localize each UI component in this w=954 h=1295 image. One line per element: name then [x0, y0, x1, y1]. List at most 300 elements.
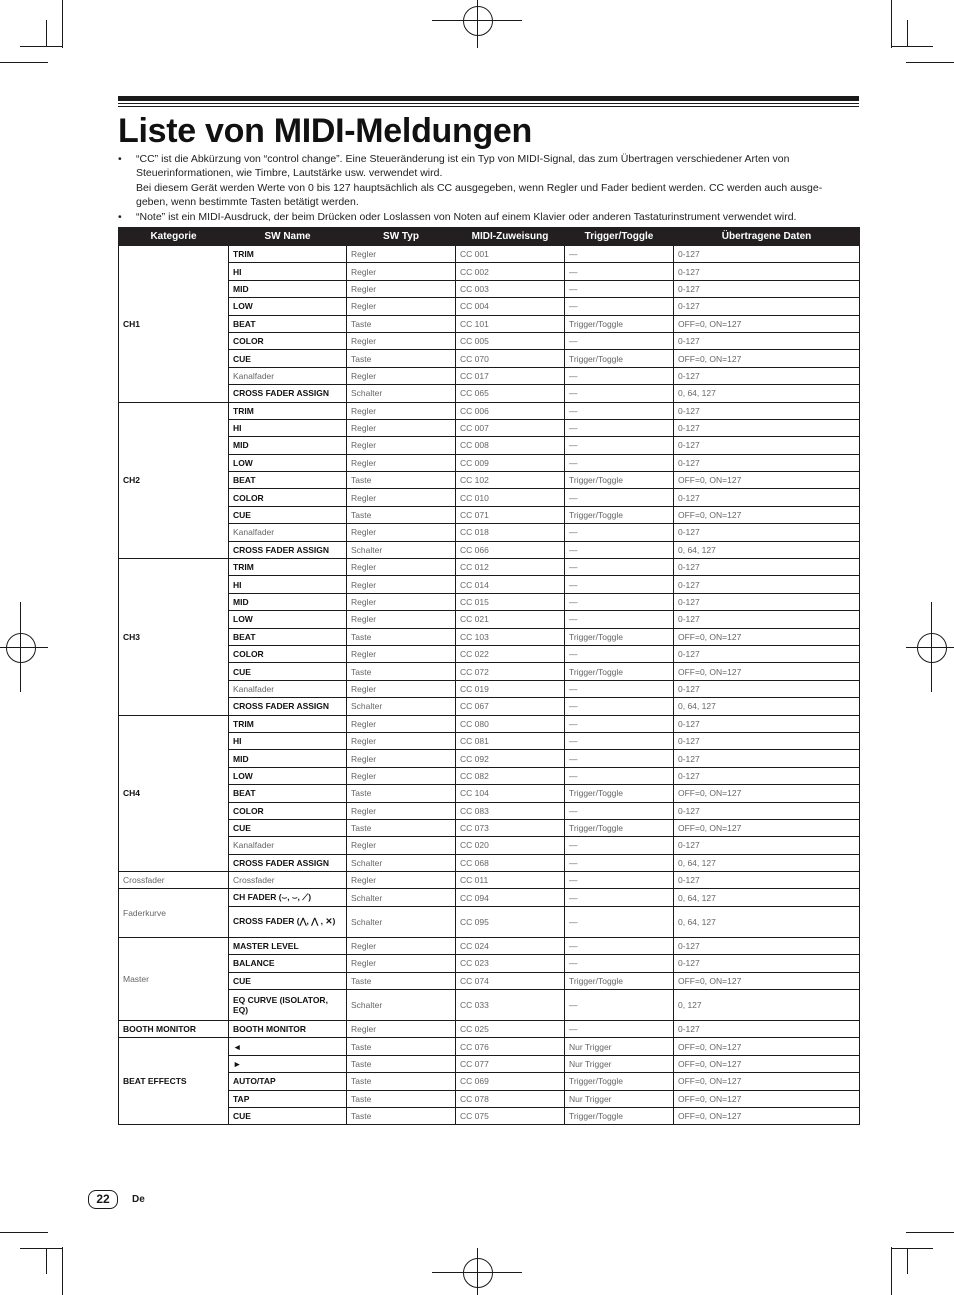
- sw-typ-cell: Regler: [347, 489, 456, 506]
- category-cell: CH1: [119, 246, 229, 403]
- data-cell: 0, 64, 127: [674, 385, 860, 402]
- trigger-cell: —: [565, 767, 674, 784]
- data-cell: 0-127: [674, 263, 860, 280]
- language-code: De: [132, 1194, 145, 1205]
- trigger-cell: —: [565, 906, 674, 937]
- midi-assign-cell: CC 012: [456, 559, 565, 576]
- midi-assign-cell: CC 004: [456, 298, 565, 315]
- midi-assign-cell: CC 009: [456, 454, 565, 471]
- data-cell: 0-127: [674, 732, 860, 749]
- midi-assign-cell: CC 003: [456, 280, 565, 297]
- sw-typ-cell: Regler: [347, 955, 456, 972]
- sw-name-cell: CH FADER (⌣, ⌣, ⟋): [229, 889, 347, 906]
- sw-name-cell: CUE: [229, 972, 347, 989]
- sw-name-cell: Kanalfader: [229, 524, 347, 541]
- midi-assign-cell: CC 094: [456, 889, 565, 906]
- sw-name-cell: BEAT: [229, 472, 347, 489]
- midi-assign-cell: CC 072: [456, 663, 565, 680]
- midi-message-table: [118, 227, 860, 1125]
- data-cell: 0-127: [674, 750, 860, 767]
- sw-typ-cell: Taste: [347, 1055, 456, 1072]
- table-row: [119, 889, 860, 906]
- sw-name-cell: TRIM: [229, 715, 347, 732]
- note-item: [118, 152, 858, 210]
- data-cell: OFF=0, ON=127: [674, 785, 860, 802]
- trigger-cell: —: [565, 732, 674, 749]
- sw-typ-cell: Regler: [347, 1021, 456, 1038]
- crop-mark: [891, 1247, 892, 1295]
- table-row: [119, 1055, 860, 1072]
- sw-typ-cell: Schalter: [347, 906, 456, 937]
- midi-assign-cell: CC 073: [456, 819, 565, 836]
- table-row: [119, 454, 860, 471]
- table-row: [119, 350, 860, 367]
- sw-name-cell: COLOR: [229, 802, 347, 819]
- sw-typ-cell: Regler: [347, 524, 456, 541]
- trigger-cell: —: [565, 715, 674, 732]
- header-sw-typ: SW Typ: [347, 228, 456, 246]
- sw-name-cell: HI: [229, 263, 347, 280]
- midi-assign-cell: CC 067: [456, 698, 565, 715]
- category-cell: CH2: [119, 402, 229, 559]
- midi-assign-cell: CC 077: [456, 1055, 565, 1072]
- sw-typ-cell: Taste: [347, 663, 456, 680]
- sw-name-cell: Crossfader: [229, 872, 347, 889]
- sw-typ-cell: Regler: [347, 576, 456, 593]
- midi-assign-cell: CC 070: [456, 350, 565, 367]
- sw-name-cell: LOW: [229, 454, 347, 471]
- trigger-cell: Trigger/Toggle: [565, 1107, 674, 1124]
- sw-typ-cell: Taste: [347, 1073, 456, 1090]
- table-row: [119, 472, 860, 489]
- header-midi-zuweisung: MIDI-Zuweisung: [456, 228, 565, 246]
- table-row: [119, 367, 860, 384]
- sw-typ-cell: Schalter: [347, 541, 456, 558]
- midi-assign-cell: CC 078: [456, 1090, 565, 1107]
- crop-mark: [0, 1232, 48, 1233]
- sw-typ-cell: Regler: [347, 732, 456, 749]
- sw-typ-cell: Regler: [347, 645, 456, 662]
- data-cell: 0-127: [674, 280, 860, 297]
- sw-typ-cell: Regler: [347, 559, 456, 576]
- sw-typ-cell: Regler: [347, 767, 456, 784]
- trigger-cell: —: [565, 385, 674, 402]
- note-line: geben, wenn bestimmte Tasten betätigt werden.: [136, 196, 359, 209]
- midi-assign-cell: CC 080: [456, 715, 565, 732]
- header-uebertragene-daten: Übertragene Daten: [674, 228, 860, 246]
- bullet: •: [118, 153, 122, 165]
- sw-typ-cell: Regler: [347, 332, 456, 349]
- sw-name-cell: TRIM: [229, 246, 347, 263]
- midi-assign-cell: CC 021: [456, 611, 565, 628]
- header-trigger-toggle: Trigger/Toggle: [565, 228, 674, 246]
- table-row: [119, 872, 860, 889]
- trigger-cell: —: [565, 593, 674, 610]
- trigger-cell: —: [565, 576, 674, 593]
- table-row: [119, 315, 860, 332]
- data-cell: 0-127: [674, 955, 860, 972]
- trigger-cell: —: [565, 489, 674, 506]
- crop-mark: [906, 1232, 954, 1233]
- table-row: [119, 819, 860, 836]
- sw-name-cell: Kanalfader: [229, 680, 347, 697]
- note-item: [118, 210, 858, 224]
- sw-typ-cell: Regler: [347, 872, 456, 889]
- table-row: [119, 645, 860, 662]
- table-row: [119, 1073, 860, 1090]
- sw-name-cell: COLOR: [229, 489, 347, 506]
- crop-mark: [891, 1248, 933, 1249]
- data-cell: 0-127: [674, 246, 860, 263]
- trigger-cell: Trigger/Toggle: [565, 628, 674, 645]
- page-title: Liste von MIDI-Meldungen: [118, 112, 533, 150]
- data-cell: 0-127: [674, 489, 860, 506]
- data-cell: 0-127: [674, 1021, 860, 1038]
- crop-mark: [62, 1247, 63, 1295]
- table-row: [119, 750, 860, 767]
- sw-typ-cell: Regler: [347, 750, 456, 767]
- table-row: [119, 524, 860, 541]
- sw-name-cell: TAP: [229, 1090, 347, 1107]
- table-row: [119, 437, 860, 454]
- sw-typ-cell: Taste: [347, 972, 456, 989]
- trigger-cell: —: [565, 1021, 674, 1038]
- data-cell: 0-127: [674, 454, 860, 471]
- sw-name-cell: COLOR: [229, 645, 347, 662]
- data-cell: OFF=0, ON=127: [674, 315, 860, 332]
- sw-typ-cell: Regler: [347, 937, 456, 954]
- midi-assign-cell: CC 069: [456, 1073, 565, 1090]
- sw-name-cell: TRIM: [229, 402, 347, 419]
- sw-name-cell: AUTO/TAP: [229, 1073, 347, 1090]
- midi-assign-cell: CC 033: [456, 990, 565, 1021]
- sw-name-cell: LOW: [229, 767, 347, 784]
- trigger-cell: —: [565, 611, 674, 628]
- table-row: [119, 628, 860, 645]
- category-cell: CH3: [119, 559, 229, 716]
- trigger-cell: Trigger/Toggle: [565, 972, 674, 989]
- crop-mark: [906, 62, 954, 63]
- sw-name-cell: LOW: [229, 298, 347, 315]
- sw-typ-cell: Taste: [347, 1090, 456, 1107]
- midi-assign-cell: CC 023: [456, 955, 565, 972]
- header-rule: [118, 103, 859, 104]
- trigger-cell: —: [565, 280, 674, 297]
- sw-typ-cell: Regler: [347, 298, 456, 315]
- sw-typ-cell: Taste: [347, 350, 456, 367]
- table-row: [119, 955, 860, 972]
- data-cell: OFF=0, ON=127: [674, 1090, 860, 1107]
- sw-typ-cell: Taste: [347, 506, 456, 523]
- sw-name-cell: MID: [229, 750, 347, 767]
- table-row: [119, 972, 860, 989]
- trigger-cell: Nur Trigger: [565, 1055, 674, 1072]
- midi-assign-cell: CC 024: [456, 937, 565, 954]
- trigger-cell: Trigger/Toggle: [565, 663, 674, 680]
- sw-typ-cell: Taste: [347, 315, 456, 332]
- trigger-cell: —: [565, 889, 674, 906]
- data-cell: 0-127: [674, 402, 860, 419]
- trigger-cell: Trigger/Toggle: [565, 819, 674, 836]
- table-row: [119, 906, 860, 937]
- midi-assign-cell: CC 092: [456, 750, 565, 767]
- midi-assign-cell: CC 083: [456, 802, 565, 819]
- midi-assign-cell: CC 010: [456, 489, 565, 506]
- category-cell: BEAT EFFECTS: [119, 1038, 229, 1125]
- sw-typ-cell: Taste: [347, 1038, 456, 1055]
- sw-typ-cell: Regler: [347, 263, 456, 280]
- data-cell: 0-127: [674, 645, 860, 662]
- sw-name-cell: CUE: [229, 350, 347, 367]
- midi-assign-cell: CC 065: [456, 385, 565, 402]
- sw-name-cell: TRIM: [229, 559, 347, 576]
- table-row: [119, 990, 860, 1021]
- table-row: [119, 1021, 860, 1038]
- midi-assign-cell: CC 011: [456, 872, 565, 889]
- sw-name-cell: MID: [229, 593, 347, 610]
- midi-assign-cell: CC 002: [456, 263, 565, 280]
- data-cell: 0, 64, 127: [674, 698, 860, 715]
- crop-mark: [891, 0, 892, 48]
- data-cell: 0-127: [674, 437, 860, 454]
- midi-assign-cell: CC 076: [456, 1038, 565, 1055]
- sw-typ-cell: Taste: [347, 628, 456, 645]
- data-cell: OFF=0, ON=127: [674, 1107, 860, 1124]
- data-cell: OFF=0, ON=127: [674, 819, 860, 836]
- category-cell: CH4: [119, 715, 229, 872]
- bullet: •: [118, 210, 122, 223]
- sw-name-cell: BEAT: [229, 628, 347, 645]
- header-rule: [118, 96, 859, 101]
- midi-assign-cell: CC 007: [456, 419, 565, 436]
- data-cell: 0-127: [674, 332, 860, 349]
- trigger-cell: —: [565, 541, 674, 558]
- midi-assign-cell: CC 006: [456, 402, 565, 419]
- table-row: [119, 559, 860, 576]
- sw-name-cell: CUE: [229, 819, 347, 836]
- midi-assign-cell: CC 005: [456, 332, 565, 349]
- data-cell: 0-127: [674, 367, 860, 384]
- registration-circle: [463, 6, 493, 36]
- sw-typ-cell: Taste: [347, 785, 456, 802]
- table-row: [119, 1107, 860, 1124]
- sw-typ-cell: Regler: [347, 715, 456, 732]
- trigger-cell: —: [565, 559, 674, 576]
- sw-typ-cell: Schalter: [347, 854, 456, 871]
- sw-typ-cell: Schalter: [347, 990, 456, 1021]
- trigger-cell: Nur Trigger: [565, 1090, 674, 1107]
- trigger-cell: —: [565, 680, 674, 697]
- table-row: [119, 593, 860, 610]
- trigger-cell: —: [565, 872, 674, 889]
- table-row: [119, 489, 860, 506]
- midi-assign-cell: CC 102: [456, 472, 565, 489]
- sw-name-cell: BEAT: [229, 315, 347, 332]
- midi-assign-cell: CC 081: [456, 732, 565, 749]
- sw-typ-cell: Schalter: [347, 889, 456, 906]
- header-sw-name: SW Name: [229, 228, 347, 246]
- sw-name-cell: CUE: [229, 663, 347, 680]
- sw-name-cell: CROSS FADER ASSIGN: [229, 698, 347, 715]
- crop-mark: [0, 62, 48, 63]
- data-cell: 0-127: [674, 872, 860, 889]
- sw-name-cell: EQ CURVE (ISOLATOR, EQ): [229, 990, 347, 1021]
- trigger-cell: —: [565, 419, 674, 436]
- midi-assign-cell: CC 095: [456, 906, 565, 937]
- trigger-cell: —: [565, 246, 674, 263]
- sw-typ-cell: Regler: [347, 837, 456, 854]
- sw-typ-cell: Schalter: [347, 698, 456, 715]
- sw-name-cell: MID: [229, 437, 347, 454]
- data-cell: 0, 127: [674, 990, 860, 1021]
- table-row: [119, 611, 860, 628]
- header-kategorie: Kategorie: [119, 228, 229, 246]
- note-line: Bei diesem Gerät werden Werte von 0 bis 127 hauptsächlich als CC ausgegeben, wenn Regler und Fader bedient werden. CC werden auch ausge-: [136, 181, 823, 194]
- trigger-cell: —: [565, 298, 674, 315]
- table-row: [119, 298, 860, 315]
- category-cell: BOOTH MONITOR: [119, 1021, 229, 1038]
- table-row: [119, 837, 860, 854]
- trigger-cell: —: [565, 454, 674, 471]
- data-cell: 0-127: [674, 715, 860, 732]
- data-cell: 0-127: [674, 419, 860, 436]
- table-row: [119, 663, 860, 680]
- sw-name-cell: MID: [229, 280, 347, 297]
- midi-assign-cell: CC 015: [456, 593, 565, 610]
- data-cell: 0-127: [674, 680, 860, 697]
- table-row: [119, 263, 860, 280]
- sw-typ-cell: Regler: [347, 437, 456, 454]
- midi-assign-cell: CC 082: [456, 767, 565, 784]
- data-cell: 0-127: [674, 611, 860, 628]
- crop-mark: [46, 1248, 47, 1274]
- trigger-cell: —: [565, 437, 674, 454]
- midi-assign-cell: CC 104: [456, 785, 565, 802]
- midi-assign-cell: CC 103: [456, 628, 565, 645]
- midi-assign-cell: CC 101: [456, 315, 565, 332]
- table-row: [119, 1038, 860, 1055]
- sw-typ-cell: Regler: [347, 454, 456, 471]
- trigger-cell: Trigger/Toggle: [565, 506, 674, 523]
- midi-assign-cell: CC 075: [456, 1107, 565, 1124]
- note-line: Steuerinformationen, wie Timbre, Lautstärke usw. verwendet wird.: [136, 167, 443, 180]
- sw-name-cell: Kanalfader: [229, 837, 347, 854]
- data-cell: 0, 64, 127: [674, 854, 860, 871]
- registration-circle: [917, 633, 947, 663]
- sw-name-cell: MASTER LEVEL: [229, 937, 347, 954]
- sw-name-cell: BALANCE: [229, 955, 347, 972]
- trigger-cell: —: [565, 402, 674, 419]
- trigger-cell: —: [565, 332, 674, 349]
- data-cell: 0-127: [674, 576, 860, 593]
- midi-assign-cell: CC 019: [456, 680, 565, 697]
- data-cell: 0, 64, 127: [674, 541, 860, 558]
- sw-name-cell: HI: [229, 732, 347, 749]
- trigger-cell: —: [565, 367, 674, 384]
- midi-assign-cell: CC 008: [456, 437, 565, 454]
- data-cell: OFF=0, ON=127: [674, 972, 860, 989]
- category-cell: Master: [119, 937, 229, 1020]
- notes: [118, 152, 858, 224]
- midi-assign-cell: CC 025: [456, 1021, 565, 1038]
- sw-name-cell: HI: [229, 576, 347, 593]
- data-cell: 0-127: [674, 802, 860, 819]
- data-cell: 0-127: [674, 298, 860, 315]
- sw-typ-cell: Regler: [347, 280, 456, 297]
- sw-typ-cell: Regler: [347, 680, 456, 697]
- midi-assign-cell: CC 068: [456, 854, 565, 871]
- trigger-cell: —: [565, 524, 674, 541]
- trigger-cell: Trigger/Toggle: [565, 785, 674, 802]
- data-cell: OFF=0, ON=127: [674, 1073, 860, 1090]
- trigger-cell: —: [565, 645, 674, 662]
- midi-assign-cell: CC 017: [456, 367, 565, 384]
- sw-typ-cell: Regler: [347, 246, 456, 263]
- data-cell: OFF=0, ON=127: [674, 663, 860, 680]
- table-row: [119, 1090, 860, 1107]
- sw-typ-cell: Schalter: [347, 385, 456, 402]
- category-cell: Crossfader: [119, 872, 229, 889]
- sw-name-cell: CROSS FADER ASSIGN: [229, 541, 347, 558]
- table-row: [119, 698, 860, 715]
- trigger-cell: Trigger/Toggle: [565, 315, 674, 332]
- table-row: [119, 715, 860, 732]
- table-row: [119, 937, 860, 954]
- table-row: [119, 385, 860, 402]
- trigger-cell: —: [565, 854, 674, 871]
- table-row: [119, 402, 860, 419]
- note-line: “CC” ist die Abkürzung von “control change”. Eine Steueränderung ist ein Typ von MIDI-Signal, das zum Übertragen verschiedener Arten von: [136, 153, 790, 165]
- sw-typ-cell: Regler: [347, 367, 456, 384]
- sw-name-cell: BOOTH MONITOR: [229, 1021, 347, 1038]
- midi-assign-cell: CC 071: [456, 506, 565, 523]
- sw-name-cell: COLOR: [229, 332, 347, 349]
- trigger-cell: Trigger/Toggle: [565, 350, 674, 367]
- sw-typ-cell: Regler: [347, 402, 456, 419]
- midi-assign-cell: CC 018: [456, 524, 565, 541]
- sw-typ-cell: Regler: [347, 611, 456, 628]
- table-row: [119, 541, 860, 558]
- page-number: 22: [88, 1190, 118, 1209]
- crop-mark: [907, 20, 908, 46]
- crop-mark: [62, 0, 63, 48]
- sw-name-cell: ►: [229, 1055, 347, 1072]
- table-row: [119, 280, 860, 297]
- crop-mark: [907, 1248, 908, 1274]
- crop-mark: [20, 1248, 62, 1249]
- sw-name-cell: CUE: [229, 1107, 347, 1124]
- category-cell: Faderkurve: [119, 889, 229, 937]
- table-row: [119, 680, 860, 697]
- sw-name-cell: BEAT: [229, 785, 347, 802]
- registration-circle: [463, 1258, 493, 1288]
- midi-assign-cell: CC 022: [456, 645, 565, 662]
- trigger-cell: —: [565, 990, 674, 1021]
- sw-name-cell: CROSS FADER ASSIGN: [229, 385, 347, 402]
- data-cell: 0-127: [674, 767, 860, 784]
- data-cell: 0-127: [674, 524, 860, 541]
- sw-name-cell: CROSS FADER (⋀, ⋀ , ✕): [229, 906, 347, 937]
- data-cell: 0-127: [674, 937, 860, 954]
- trigger-cell: —: [565, 837, 674, 854]
- trigger-cell: —: [565, 937, 674, 954]
- table-row: [119, 767, 860, 784]
- sw-typ-cell: Regler: [347, 419, 456, 436]
- midi-assign-cell: CC 014: [456, 576, 565, 593]
- data-cell: 0-127: [674, 559, 860, 576]
- trigger-cell: —: [565, 955, 674, 972]
- data-cell: 0, 64, 127: [674, 906, 860, 937]
